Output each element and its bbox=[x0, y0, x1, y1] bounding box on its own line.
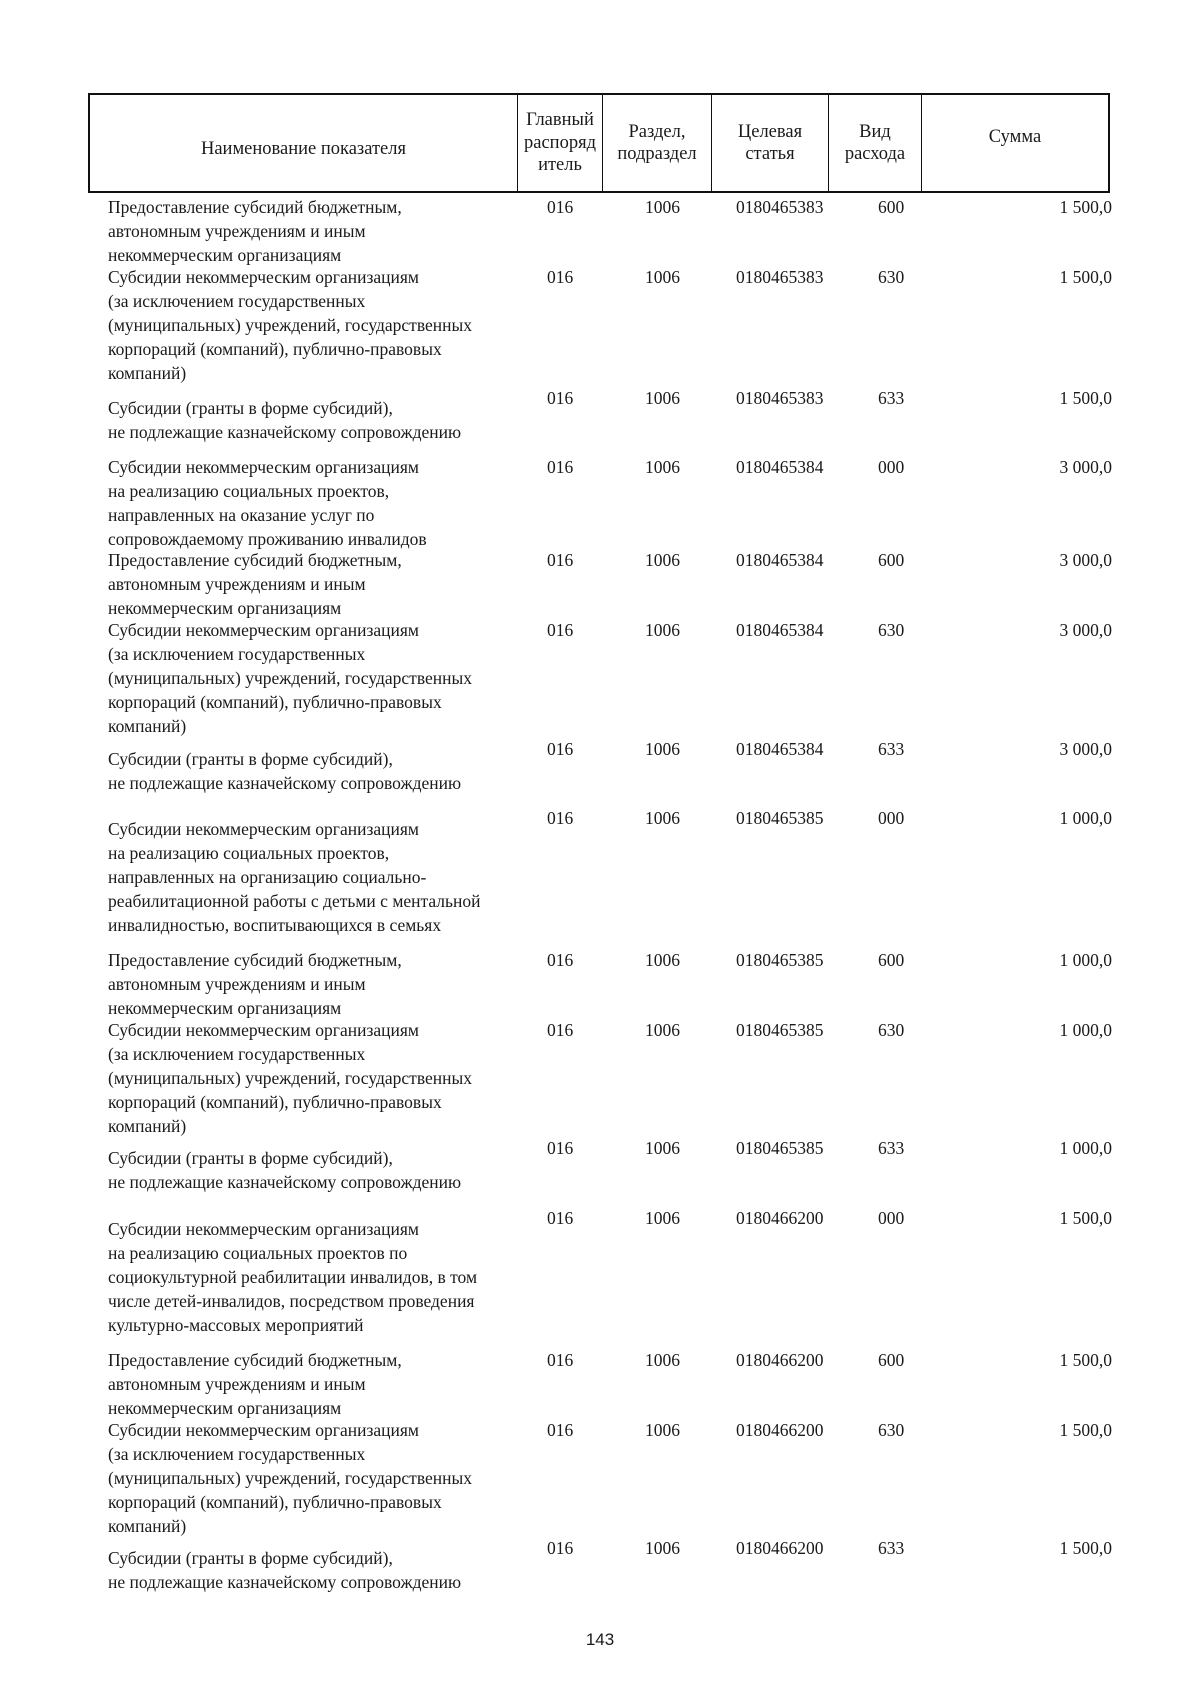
page-number: 143 bbox=[585, 1630, 615, 1649]
row-section: 1006 bbox=[645, 808, 680, 828]
row-amount: 1 500,0 bbox=[1059, 1208, 1112, 1228]
row-chief-manager: 016 bbox=[547, 197, 574, 217]
row-chief-manager: 016 bbox=[547, 950, 574, 970]
row-name: Предоставление субсидий бюджетным, автономным учреждениям и иным некоммерческим организациям bbox=[108, 950, 402, 1018]
row-section: 1006 bbox=[645, 1538, 680, 1558]
header-expense-type: Вид расхода bbox=[828, 95, 921, 191]
row-amount: 1 500,0 bbox=[1059, 1420, 1112, 1440]
row-amount: 1 500,0 bbox=[1059, 197, 1112, 217]
row-target-article: 0180465383 bbox=[736, 388, 824, 408]
row-chief-manager: 016 bbox=[547, 620, 574, 640]
row-expense-type: 600 bbox=[878, 197, 905, 217]
row-expense-type: 000 bbox=[878, 808, 905, 828]
row-target-article: 0180465385 bbox=[736, 1020, 824, 1040]
row-chief-manager: 016 bbox=[547, 267, 574, 287]
row-chief-manager: 016 bbox=[547, 739, 574, 759]
row-chief-manager: 016 bbox=[547, 388, 574, 408]
header-name: Наименование показателя bbox=[200, 138, 407, 159]
row-section: 1006 bbox=[645, 950, 680, 970]
header-section: Раздел, подраздел bbox=[602, 95, 711, 191]
row-target-article: 0180465384 bbox=[736, 550, 824, 570]
row-name: Субсидии (гранты в форме субсидий), не подлежащие казначейскому сопровождению bbox=[108, 1548, 462, 1592]
row-chief-manager: 016 bbox=[547, 1538, 574, 1558]
row-section: 1006 bbox=[645, 1208, 680, 1228]
row-target-article: 0180466200 bbox=[736, 1208, 824, 1228]
row-chief-manager: 016 bbox=[547, 808, 574, 828]
row-name: Субсидии некоммерческим организациям (за исключением государственных (муниципальных) учреждений, государственных корпораций (компаний), публично-правовых компаний) bbox=[108, 1020, 472, 1136]
row-section: 1006 bbox=[645, 197, 680, 217]
row-section: 1006 bbox=[645, 739, 680, 759]
row-amount: 1 000,0 bbox=[1059, 1020, 1112, 1040]
row-name: Субсидии некоммерческим организациям на реализацию социальных проектов, направленных на оказание услуг по сопровождаемому проживанию инвалидов bbox=[108, 457, 427, 549]
row-name: Субсидии некоммерческим организациям (за исключением государственных (муниципальных) учреждений, государственных корпораций (компаний), публично-правовых компаний) bbox=[108, 620, 472, 736]
row-expense-type: 633 bbox=[878, 739, 905, 759]
row-target-article: 0180466200 bbox=[736, 1350, 824, 1370]
row-section: 1006 bbox=[645, 457, 680, 477]
row-expense-type: 633 bbox=[878, 1538, 905, 1558]
row-amount: 3 000,0 bbox=[1059, 620, 1112, 640]
row-amount: 1 000,0 bbox=[1059, 1138, 1112, 1158]
row-amount: 1 000,0 bbox=[1059, 808, 1112, 828]
row-name: Предоставление субсидий бюджетным, автономным учреждениям и иным некоммерческим организациям bbox=[108, 197, 402, 265]
row-name: Предоставление субсидий бюджетным, автономным учреждениям и иным некоммерческим организациям bbox=[108, 1350, 402, 1418]
row-section: 1006 bbox=[645, 1350, 680, 1370]
row-amount: 1 500,0 bbox=[1059, 1350, 1112, 1370]
row-name: Субсидии (гранты в форме субсидий), не подлежащие казначейскому сопровождению bbox=[108, 1148, 462, 1192]
row-expense-type: 600 bbox=[878, 550, 905, 570]
row-chief-manager: 016 bbox=[547, 550, 574, 570]
row-target-article: 0180465385 bbox=[736, 1138, 824, 1158]
row-amount: 1 500,0 bbox=[1059, 267, 1112, 287]
row-section: 1006 bbox=[645, 1420, 680, 1440]
row-name: Субсидии некоммерческим организациям (за исключением государственных (муниципальных) учреждений, государственных корпораций (компаний), публично-правовых компаний) bbox=[108, 267, 472, 383]
row-expense-type: 600 bbox=[878, 1350, 905, 1370]
row-section: 1006 bbox=[645, 1020, 680, 1040]
row-target-article: 0180465383 bbox=[736, 197, 824, 217]
row-amount: 1 500,0 bbox=[1059, 388, 1112, 408]
row-section: 1006 bbox=[645, 620, 680, 640]
row-amount: 3 000,0 bbox=[1059, 550, 1112, 570]
row-chief-manager: 016 bbox=[547, 1208, 574, 1228]
row-expense-type: 633 bbox=[878, 388, 905, 408]
header-amount: Сумма bbox=[921, 95, 1108, 191]
row-chief-manager: 016 bbox=[547, 457, 574, 477]
row-expense-type: 630 bbox=[878, 620, 905, 640]
header-chief-manager: Главный распоряд итель bbox=[517, 95, 602, 191]
row-section: 1006 bbox=[645, 550, 680, 570]
row-name: Субсидии некоммерческим организациям (за исключением государственных (муниципальных) учреждений, государственных корпораций (компаний), публично-правовых компаний) bbox=[108, 1420, 472, 1536]
row-target-article: 0180466200 bbox=[736, 1538, 824, 1558]
row-expense-type: 630 bbox=[878, 267, 905, 287]
row-section: 1006 bbox=[645, 267, 680, 287]
row-amount: 3 000,0 bbox=[1059, 457, 1112, 477]
row-target-article: 0180465384 bbox=[736, 620, 824, 640]
row-chief-manager: 016 bbox=[547, 1138, 574, 1158]
row-expense-type: 600 bbox=[878, 950, 905, 970]
row-target-article: 0180465385 bbox=[736, 950, 824, 970]
header-target-article: Целевая статья bbox=[711, 95, 828, 191]
row-amount: 1 000,0 bbox=[1059, 950, 1112, 970]
row-target-article: 0180466200 bbox=[736, 1420, 824, 1440]
row-target-article: 0180465384 bbox=[736, 457, 824, 477]
row-expense-type: 630 bbox=[878, 1020, 905, 1040]
row-chief-manager: 016 bbox=[547, 1350, 574, 1370]
row-expense-type: 000 bbox=[878, 1208, 905, 1228]
row-target-article: 0180465383 bbox=[736, 267, 824, 287]
row-chief-manager: 016 bbox=[547, 1020, 574, 1040]
row-expense-type: 633 bbox=[878, 1138, 905, 1158]
row-name: Субсидии некоммерческим организациям на реализацию социальных проектов, направленных на организацию социально- реабилитационной работы с детьми с ментальной инвалидностью, воспитывающихся в семьях bbox=[108, 819, 481, 935]
row-name: Субсидии (гранты в форме субсидий), не подлежащие казначейскому сопровождению bbox=[108, 749, 462, 793]
row-amount: 1 500,0 bbox=[1059, 1538, 1112, 1558]
row-expense-type: 630 bbox=[878, 1420, 905, 1440]
table-header bbox=[88, 93, 1110, 193]
row-name: Предоставление субсидий бюджетным, автономным учреждениям и иным некоммерческим организациям bbox=[108, 550, 402, 618]
row-section: 1006 bbox=[645, 1138, 680, 1158]
row-amount: 3 000,0 bbox=[1059, 739, 1112, 759]
row-target-article: 0180465384 bbox=[736, 739, 824, 759]
row-chief-manager: 016 bbox=[547, 1420, 574, 1440]
row-expense-type: 000 bbox=[878, 457, 905, 477]
row-section: 1006 bbox=[645, 388, 680, 408]
row-target-article: 0180465385 bbox=[736, 808, 824, 828]
row-name: Субсидии (гранты в форме субсидий), не подлежащие казначейскому сопровождению bbox=[108, 398, 462, 442]
row-name: Субсидии некоммерческим организациям на реализацию социальных проектов по социокультурной реабилитации инвалидов, в том числе детей-инвалидов, посредством проведения культурно-массовых мероприятий bbox=[108, 1219, 478, 1335]
